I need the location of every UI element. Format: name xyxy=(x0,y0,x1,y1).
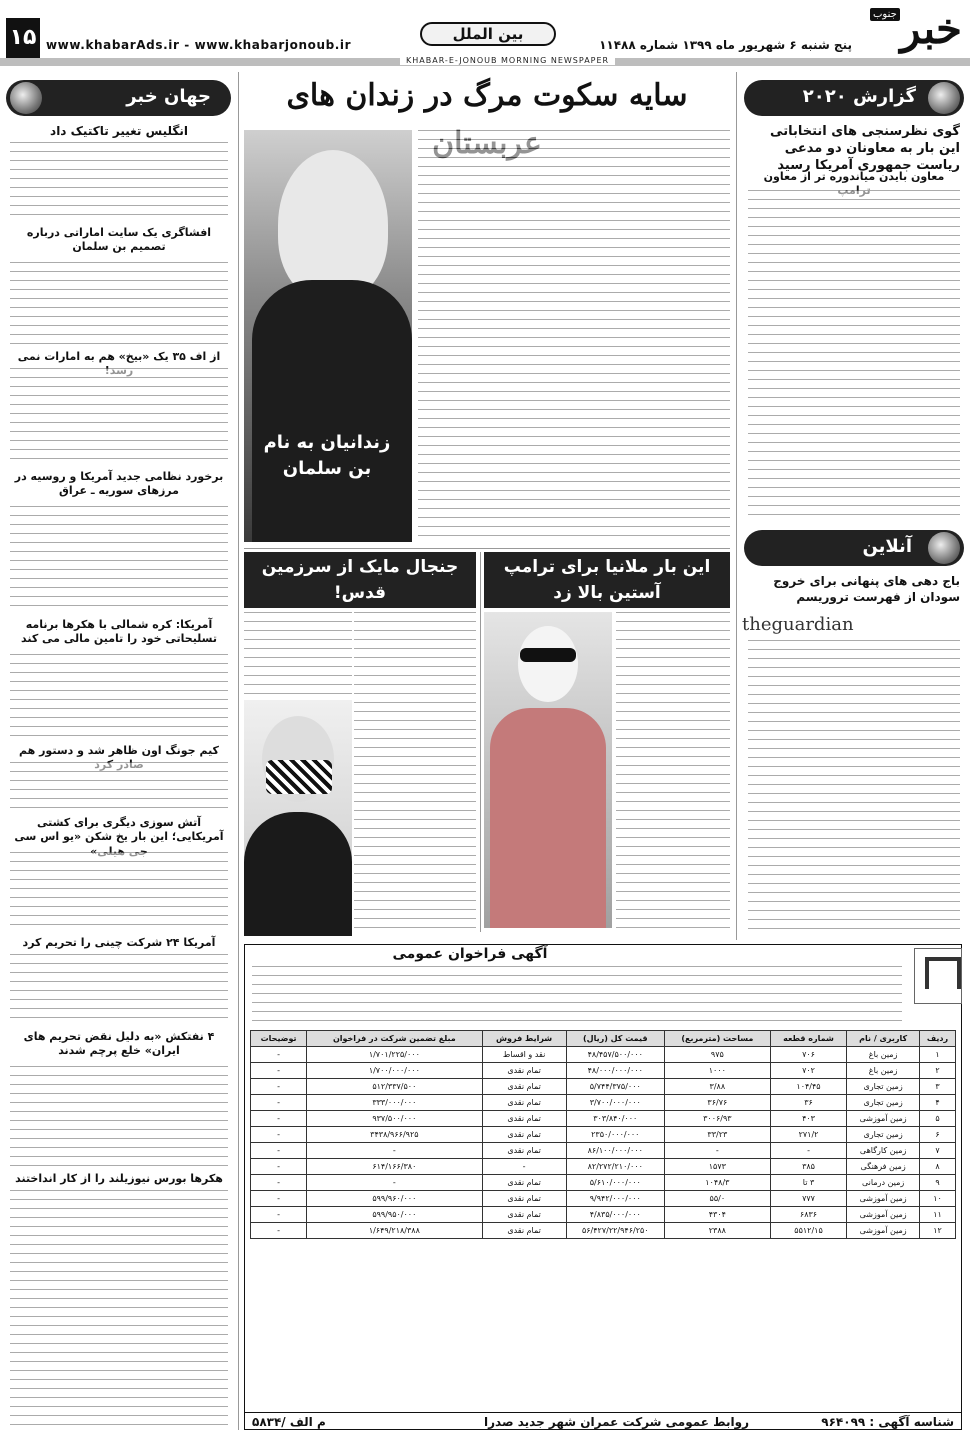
table-cell: ۱۰۴/۴۵ xyxy=(770,1079,847,1095)
table-cell: ۴ xyxy=(919,1095,955,1111)
ad-table-header xyxy=(251,1031,956,1047)
table-cell: ۱/۶۴۹/۲۱۸/۳۸۸ xyxy=(307,1223,482,1239)
body-text-sudan xyxy=(748,640,960,936)
table-cell: ۳۴۳۸/۹۶۶/۹۲۵ xyxy=(307,1127,482,1143)
photo-face xyxy=(278,150,388,300)
table-cell: ۱۵۷۳ xyxy=(664,1159,770,1175)
ad-id: شناسه آگهی : ۹۶۴۰۹۹ xyxy=(821,1415,954,1429)
table-cell: ۳۶/۷۶ xyxy=(664,1095,770,1111)
table-cell: ۳ xyxy=(919,1079,955,1095)
world-news-banner-label: جهان خبر xyxy=(126,86,211,107)
body-text-melania xyxy=(616,612,730,928)
table-cell: ۵۶/۴۲۷/۲۲/۹۴۶/۲۵۰ xyxy=(566,1223,664,1239)
column-divider xyxy=(736,72,737,940)
ad-title: آگهی فراخوان عمومی xyxy=(392,946,548,962)
table-cell: ۲ xyxy=(919,1063,955,1079)
ad-footer xyxy=(244,1412,962,1430)
table-cell: ۲۷۱/۲ xyxy=(770,1127,847,1143)
table-cell: زمین آموزشی xyxy=(847,1111,920,1127)
table-cell: ۹/۹۴۲/۰۰۰/۰۰۰ xyxy=(566,1191,664,1207)
online-banner-label: آنلاین xyxy=(862,536,912,557)
table-cell: ۶۸۳۶ xyxy=(770,1207,847,1223)
report-banner xyxy=(744,80,964,116)
table-cell: ۹۷۵ xyxy=(664,1047,770,1063)
col-header: مساحت (مترمربع) xyxy=(664,1031,770,1047)
table-cell: - xyxy=(664,1143,770,1159)
table-row xyxy=(251,1223,956,1239)
table-cell: - xyxy=(307,1143,482,1159)
table-cell: - xyxy=(482,1159,566,1175)
headline-us-russia[interactable]: برخورد نظامی جدید آمریکا و روسیه در مرزهای سوریه ـ عراق xyxy=(14,470,224,498)
table-cell: زمین آموزشی xyxy=(847,1223,920,1239)
table-cell: ۶ xyxy=(919,1127,955,1143)
masthead xyxy=(0,0,970,64)
table-row xyxy=(251,1063,956,1079)
table-cell: ۴/۸۳۵/۰۰۰/۰۰۰ xyxy=(566,1207,664,1223)
online-banner xyxy=(744,530,964,566)
photo-melania xyxy=(484,612,612,928)
headline-uk[interactable]: انگلیس تغییر تاکتیک داد xyxy=(50,124,188,138)
table-cell: ۳ تا xyxy=(770,1175,847,1191)
col-header: توضیحات xyxy=(251,1031,307,1047)
headline-nz-stock-hack[interactable]: هکرها بورس نیوزیلند را از کار انداختند xyxy=(15,1172,223,1185)
table-row xyxy=(251,1079,956,1095)
headline-melania[interactable]: این بار ملانیا برای ترامپ آستین بالا زد xyxy=(484,552,730,608)
table-cell: ۱۰ xyxy=(919,1191,955,1207)
table-cell: - xyxy=(251,1223,307,1239)
headline-vp-polls[interactable]: گوی نظرسنجی های انتخاباتی این بار به معاونان دو مدعی ریاست جمهوری آمریکا رسید xyxy=(770,124,960,173)
headline-emirati-site[interactable]: افشاگری یک سایت اماراتی درباره تصمیم بن سلمان xyxy=(26,226,212,254)
table-cell: - xyxy=(770,1143,847,1159)
table-cell: ۲۳۵۰/۰۰۰/۰۰۰ xyxy=(566,1127,664,1143)
table-cell: تمام نقدی xyxy=(482,1223,566,1239)
ad-table xyxy=(250,1030,956,1239)
section-tab[interactable]: بین الملل xyxy=(420,22,556,46)
table-cell: ۱ xyxy=(919,1047,955,1063)
world-news-banner xyxy=(6,80,231,116)
table-cell: - xyxy=(251,1207,307,1223)
table-cell: تمام نقدی xyxy=(482,1111,566,1127)
table-cell: ۱۰۴۸/۳ xyxy=(664,1175,770,1191)
subheadline-vp-polls: معاون بایدن میاندوره تر از معاون xyxy=(763,170,945,183)
table-cell: تمام نقدی xyxy=(482,1191,566,1207)
table-cell: زمین درمانی xyxy=(847,1175,920,1191)
col-header: شماره قطعه xyxy=(770,1031,847,1047)
photo-robe xyxy=(252,280,412,542)
table-row xyxy=(251,1191,956,1207)
column-divider xyxy=(238,72,239,1430)
table-cell: ۱/۷۰۰/۰۰۰/۰۰۰ xyxy=(307,1063,482,1079)
table-cell: ۸ xyxy=(919,1159,955,1175)
body-text-pompeo-top xyxy=(244,612,352,696)
table-cell: ۷۷۷ xyxy=(770,1191,847,1207)
table-cell: تمام نقدی xyxy=(482,1127,566,1143)
logo-text: خبر xyxy=(900,4,962,53)
headline-north-korea-hackers[interactable]: آمریکا: کره شمالی با هکرها برنامه تسلیحاتی خود را تامین مالی می کند xyxy=(20,618,217,646)
table-row xyxy=(251,1095,956,1111)
table-row xyxy=(251,1047,956,1063)
table-cell: ۴۳۰۴ xyxy=(664,1207,770,1223)
table-cell: زمین کارگاهی xyxy=(847,1143,920,1159)
table-cell: زمین آموزشی xyxy=(847,1207,920,1223)
guardian-logo: theguardian xyxy=(742,614,854,635)
photo-caption: زندانیان به نام بن سلمان xyxy=(263,432,391,479)
table-cell: ۴۸/۰۰۰/۰۰۰/۰۰۰ xyxy=(566,1063,664,1079)
table-cell: ۳/۷۰۰/۰۰۰/۰۰۰ xyxy=(566,1095,664,1111)
table-cell: نقد و اقساط xyxy=(482,1047,566,1063)
table-cell: زمین تجاری xyxy=(847,1079,920,1095)
table-cell: ۳/۸۸ xyxy=(664,1079,770,1095)
table-cell: تمام نقدی xyxy=(482,1143,566,1159)
table-cell: ۳۶ xyxy=(770,1095,847,1111)
table-cell: - xyxy=(251,1095,307,1111)
table-cell: - xyxy=(251,1079,307,1095)
table-cell: زمین باغ xyxy=(847,1047,920,1063)
table-cell: - xyxy=(251,1111,307,1127)
photo-pompeo xyxy=(244,700,352,936)
table-cell: تمام نقدی xyxy=(482,1207,566,1223)
main-headline[interactable] xyxy=(244,72,730,122)
col-header: قیمت کل (ریال) xyxy=(566,1031,664,1047)
table-cell: ۵۵/۰ xyxy=(664,1191,770,1207)
table-cell: ۳۰۰۶/۹۳ xyxy=(664,1111,770,1127)
table-cell: ۵۵۱۲/۱۵ xyxy=(770,1223,847,1239)
table-cell: ۵/۷۴۴/۳۷۵/۰۰۰ xyxy=(566,1079,664,1095)
header-tagline: KHABAR-E-JONOUB MORNING NEWSPAPER xyxy=(400,56,615,65)
column-divider xyxy=(480,552,481,932)
table-cell: تمام نقدی xyxy=(482,1063,566,1079)
table-cell: - xyxy=(251,1143,307,1159)
table-cell: - xyxy=(251,1127,307,1143)
globe-icon xyxy=(928,532,960,564)
headline-ship-fire[interactable]: آتش سوزی دیگری برای کشتی آمریکایی؛ این بار یخ شکن «یو اس سی xyxy=(14,816,224,844)
table-cell: ۱/۷۰۱/۲۲۵/۰۰۰ xyxy=(307,1047,482,1063)
table-cell: ۷ xyxy=(919,1143,955,1159)
table-cell: ۳۰۳/۸۴۰/۰۰۰ xyxy=(566,1111,664,1127)
table-row xyxy=(251,1111,956,1127)
table-cell: زمین فرهنگی xyxy=(847,1159,920,1175)
table-cell: ۹۳۷/۵۰۰/۰۰۰ xyxy=(307,1111,482,1127)
table-cell: ۳۸۵ xyxy=(770,1159,847,1175)
page-number: ۱۵ xyxy=(6,18,40,58)
table-cell: ۴۸/۴۵۷/۵۰۰/۰۰۰ xyxy=(566,1047,664,1063)
table-cell: - xyxy=(251,1191,307,1207)
table-cell: زمین تجاری xyxy=(847,1127,920,1143)
row-divider xyxy=(244,548,730,549)
table-cell: ۸۶/۱۰۰/۰۰۰/۰۰۰ xyxy=(566,1143,664,1159)
table-cell: - xyxy=(251,1175,307,1191)
table-cell: - xyxy=(251,1063,307,1079)
table-cell: ۳۳۳/۰۰۰/۰۰۰ xyxy=(307,1095,482,1111)
mask-icon xyxy=(266,760,332,794)
table-cell: ۵۹۹/۹۵۰/۰۰۰ xyxy=(307,1207,482,1223)
table-cell: زمین آموزشی xyxy=(847,1191,920,1207)
col-header: شرایط فروش xyxy=(482,1031,566,1047)
table-cell: تمام نقدی xyxy=(482,1095,566,1111)
table-cell: ۸۲/۲۷۲/۲۱۰/۰۰۰ xyxy=(566,1159,664,1175)
headline-f35[interactable]: از اف ۳۵ یک «بیخ» هم به امارات نمی xyxy=(17,350,221,363)
body-text-main xyxy=(418,130,730,542)
issue-date: پنج شنبه ۶ شهریور ماه ۱۳۹۹ شماره ۱۱۴۸۸ xyxy=(599,38,852,52)
table-cell: ۱۰۰۰ xyxy=(664,1063,770,1079)
globe-icon xyxy=(928,82,960,114)
table-cell: - xyxy=(251,1047,307,1063)
table-cell: زمین باغ xyxy=(847,1063,920,1079)
col-header: کاربری / نام xyxy=(847,1031,920,1047)
sunglasses-icon xyxy=(520,648,576,662)
main-headline-text: سایه سکوت مرگ در زندان های xyxy=(286,78,688,113)
table-cell: ۷۰۲ xyxy=(770,1063,847,1079)
ad-code: م الف /۵۸۳۴ xyxy=(252,1415,326,1429)
table-cell: ۷۰۶ xyxy=(770,1047,847,1063)
ad-intro-text xyxy=(252,966,902,1024)
headline-tankers[interactable]: ۴ نفتکش «به دلیل نقض تحریم های ایران» خلع پرچم شدند xyxy=(23,1030,215,1058)
headline-pompeo[interactable]: جنجال مایک از سرزمین قدس! xyxy=(244,552,476,608)
body-text-pompeo xyxy=(354,612,476,928)
table-cell: - xyxy=(251,1159,307,1175)
headline-kim[interactable]: کیم جونگ اون ظاهر شد و دستور هم xyxy=(19,744,219,757)
table-cell: - xyxy=(307,1175,482,1191)
table-cell: ۲۳۸۸ xyxy=(664,1223,770,1239)
table-cell: ۹ xyxy=(919,1175,955,1191)
table-cell: تمام نقدی xyxy=(482,1175,566,1191)
headline-sudan[interactable]: باج دهی های پنهانی برای خروج سودان از فهرست تروریسم xyxy=(773,574,960,604)
table-row xyxy=(251,1143,956,1159)
table-cell: ۵۱۲/۳۳۷/۵۰۰ xyxy=(307,1079,482,1095)
newspaper-logo[interactable] xyxy=(874,6,962,56)
report-banner-label: گزارش ۲۰۲۰ xyxy=(802,86,916,107)
headline-china-sanctions[interactable]: آمریکا ۲۴ شرکت چینی را تحریم کرد xyxy=(22,936,216,949)
table-cell: ۳۳/۲۳ xyxy=(664,1127,770,1143)
ad-publisher: روابط عمومی شرکت عمران شهر جدید صدرا xyxy=(484,1415,750,1429)
table-cell: ۵۹۹/۹۶۰/۰۰۰ xyxy=(307,1191,482,1207)
table-row xyxy=(251,1159,956,1175)
table-cell: ۴۰۳ xyxy=(770,1111,847,1127)
col-header: مبلغ تضمین شرکت در فراخوان xyxy=(307,1031,482,1047)
globe-icon xyxy=(10,82,42,114)
table-cell: ۱۱ xyxy=(919,1207,955,1223)
body-text-vp-polls xyxy=(748,190,960,520)
table-row xyxy=(251,1175,956,1191)
sadra-logo-icon xyxy=(914,948,962,1004)
table-cell: زمین تجاری xyxy=(847,1095,920,1111)
table-cell: تمام نقدی xyxy=(482,1079,566,1095)
site-url[interactable]: www.khabarAds.ir - www.khabarjonoub.ir xyxy=(46,38,352,52)
table-row xyxy=(251,1127,956,1143)
table-cell: ۶۱۴/۱۶۶/۳۸۰ xyxy=(307,1159,482,1175)
logo-subtext: جنوب xyxy=(870,8,900,21)
table-cell: ۵/۶۱۰/۰۰۰/۰۰۰ xyxy=(566,1175,664,1191)
col-header: ردیف xyxy=(919,1031,955,1047)
table-cell: ۱۲ xyxy=(919,1223,955,1239)
table-cell: ۵ xyxy=(919,1111,955,1127)
table-row xyxy=(251,1207,956,1223)
